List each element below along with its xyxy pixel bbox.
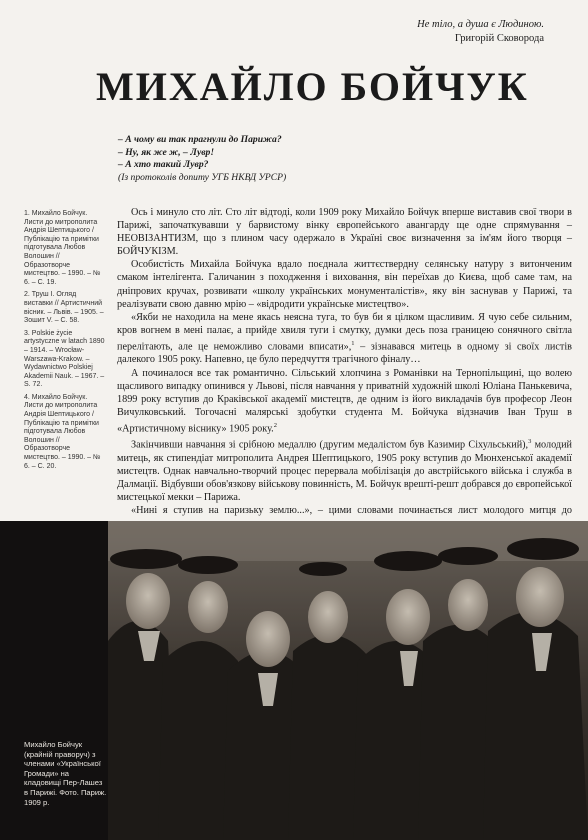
paragraph-text: Закінчивши навчання зі срібною медаллю (другим медалістом був Казимир Сіхульський), (131, 439, 529, 451)
footnote: 3. Polskie życie artystyczne w latach 1890 – 1914. – Wrocław-Warszawa-Krakow. – Wydawnictwo Polskiej Akademii Nauk. – 1967. – S. 72. (24, 329, 105, 389)
epigraph-author: Григорій Сковорода (454, 33, 544, 44)
epigraph (417, 18, 544, 46)
group-photo (108, 521, 588, 840)
footnote-ref: 1 (351, 339, 355, 347)
page-title: МИХАЙЛО БОЙЧУК (96, 64, 529, 109)
paragraph (117, 311, 572, 367)
footnote: 2. Труш І. Огляд виставки // Артистичний вісник. – Львів. – 1905. – Зошит V. – С. 58. (24, 291, 104, 325)
paragraph-text: «Нині я ступив на паризьку землю...», – цими словами починається лист молодого митця до (131, 505, 572, 517)
dialog-line: – А хто такий Лувр? (118, 159, 209, 171)
paragraph (117, 258, 572, 310)
paragraph (117, 435, 572, 504)
dialog-line: – Ну, як же ж, – Лувр! (118, 146, 215, 158)
paragraph-text: «Якби не находила на мене якась неясна туга, то був би я цілком щасливим. Я чую себе сильним, кров вогнем в мені палає, а прийде хвиля туги і смутку, думки десь поза границею сонячного світла перелітають, але це неможливо словами вписати», (117, 311, 572, 353)
photo-caption: Михайло Бойчук (крайній праворуч) з членами «Української Громади» на кладовищі Пер-Лашез в Парижі. Фото. Париж. 1909 р. (24, 740, 107, 807)
article-body (117, 206, 572, 547)
group-photo-illustration (108, 521, 588, 840)
epigraph-quote: Не тіло, а душа є Людиною. (417, 19, 544, 30)
footnote-ref: 3 (528, 438, 532, 446)
paragraph-text: молодий митець, як стипендіат митрополита Андрея Шептицького, 1905 року вступив до Мюнхенської академії мистецтв. Однак навчально-творчий процес перервала мобілізація до австрійського війська і служба в Далмації. Відбувши обов'язкову військову повинність, М. Бойчук врешті-решт добрався до європейської мистецької мекки – Парижа. (117, 439, 572, 504)
dialog-line: – А чому ви так прагнули до Парижа? (118, 134, 282, 145)
interrogation-dialog (118, 134, 286, 184)
paragraph-text: – зізнавався митець в одному зі своїх листів далекого 1905 року. Напевно, це було передчуття трагічного фіналу… (117, 341, 572, 366)
paragraph-text: Особистість Михайла Бойчука вдало поєднала життєстверднy селянську натуру з витонченим смаком інтелігента. Галичанин з походження і виховання, він переїхав до Києва, щоб саме там, на дніпрових кручах, розвивати «школу українських монументалістів», яку він заснував у Парижі, та реалізувати свою давню мрію – «відродити українське мистецтво». (117, 259, 572, 310)
paragraph-text: А починалося все так романтично. Сільський хлопчина з Романівки на Тернопільщині, що волею щасливого випадку опинився у Львові, після навчання у приватній художній школі Юліана Панькевича, 1899 року вступив до Краківської академії мистецтв, де одним із його викладачів був професор Леон Вичулковський. Тогочасні малярські здобутки студента М. Бойчука відзначив Іван Труш в «Артистичному віснику» 1905 року. (117, 367, 572, 435)
footnote: 1. Михайло Бойчук. Листи до митрополита Андрія Шептицького / Публікацію та примітки підготувала Любов Волошин // Образотворче мистецтво. – 1990. – № 6. – С. 19. (24, 210, 101, 286)
footnote-ref: 2 (273, 421, 277, 429)
paragraph-text: Ось і минуло сто літ. Сто літ відтоді, коли 1909 року Михайло Бойчук вперше виставив свої твори в Парижі, започаткувавши у барвистому вінку європейського авангарду ще одне спрямування – НЕОВІЗАНТИЗМ, що з плином часу одержало в Україні своє визначення за ім'ям його творця – БОЙЧУКІЗМ. (117, 207, 572, 258)
footnotes (24, 210, 106, 475)
footnote: 4. Михайло Бойчук. Листи до митрополита Андрія Шептицького / Публікацію та примітки підготувала Любов Волошин // Образотворче мистецтво. – 1990. – № 6. – С. 20. (24, 393, 101, 470)
dialog-source: (Із протоколів допиту УГБ НКВД УРСР) (118, 171, 287, 183)
paragraph (117, 206, 572, 258)
paragraph (117, 367, 572, 436)
